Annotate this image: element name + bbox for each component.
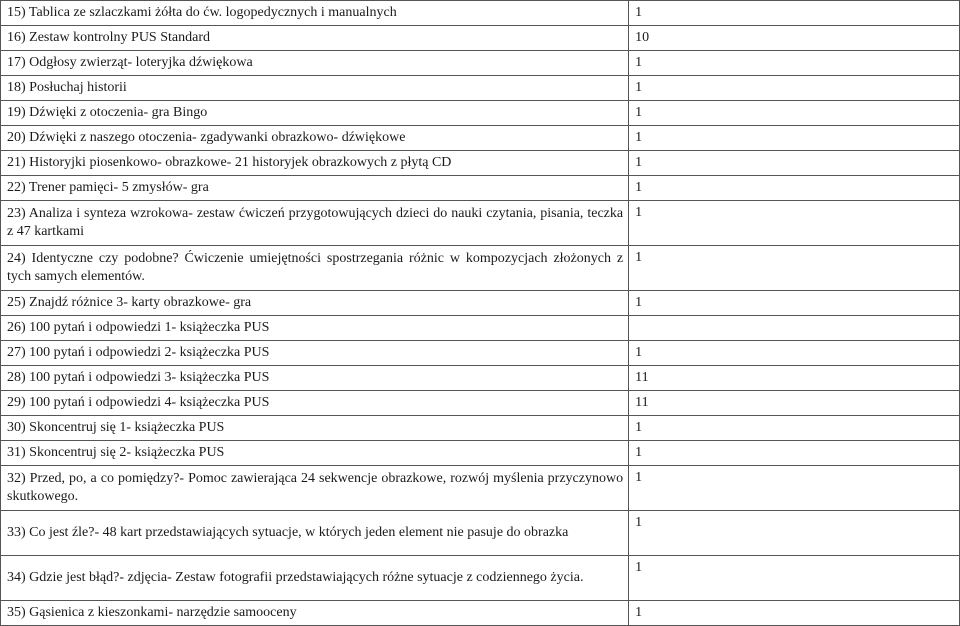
item-quantity: 1	[629, 246, 960, 291]
item-quantity	[629, 316, 960, 341]
item-quantity: 1	[629, 1, 960, 26]
table-row	[1, 126, 960, 151]
item-name: 19) Dźwięki z otoczenia- gra Bingo	[1, 101, 629, 126]
item-name: 20) Dźwięki z naszego otoczenia- zgadywanki obrazkowo- dźwiękowe	[1, 126, 629, 151]
item-name: 26) 100 pytań i odpowiedzi 1- książeczka PUS	[1, 316, 629, 341]
item-quantity: 1	[629, 601, 960, 626]
table-row	[1, 441, 960, 466]
table-row	[1, 366, 960, 391]
table-row	[1, 151, 960, 176]
table-row	[1, 51, 960, 76]
table-row	[1, 391, 960, 416]
item-name: 28) 100 pytań i odpowiedzi 3- książeczka PUS	[1, 366, 629, 391]
item-quantity: 1	[629, 416, 960, 441]
item-quantity: 1	[629, 291, 960, 316]
item-name: 23) Analiza i synteza wzrokowa- zestaw ćwiczeń przygotowujących dzieci do nauki czytania, pisania, teczka z 47 kartkami	[1, 201, 629, 246]
table-row	[1, 341, 960, 366]
item-name: 22) Trener pamięci- 5 zmysłów- gra	[1, 176, 629, 201]
item-name: 30) Skoncentruj się 1- książeczka PUS	[1, 416, 629, 441]
item-quantity: 1	[629, 101, 960, 126]
item-quantity: 1	[629, 201, 960, 246]
item-name: 29) 100 pytań i odpowiedzi 4- książeczka PUS	[1, 391, 629, 416]
item-quantity: 1	[629, 466, 960, 511]
item-name: 17) Odgłosy zwierząt- loteryjka dźwiękowa	[1, 51, 629, 76]
table-row	[1, 556, 960, 601]
item-quantity: 1	[629, 76, 960, 101]
item-name: 31) Skoncentruj się 2- książeczka PUS	[1, 441, 629, 466]
item-name: 21) Historyjki piosenkowo- obrazkowe- 21 historyjek obrazkowych z płytą CD	[1, 151, 629, 176]
item-quantity: 1	[629, 51, 960, 76]
table-row	[1, 466, 960, 511]
item-name: 34) Gdzie jest błąd?- zdjęcia- Zestaw fotografii przedstawiających różne sytuacje z codziennego życia.	[1, 556, 629, 601]
table-row	[1, 291, 960, 316]
table-row	[1, 101, 960, 126]
item-name: 35) Gąsienica z kieszonkami- narzędzie samooceny	[1, 601, 629, 626]
table-row	[1, 511, 960, 556]
item-name: 27) 100 pytań i odpowiedzi 2- książeczka PUS	[1, 341, 629, 366]
item-name: 33) Co jest źle?- 48 kart przedstawiających sytuacje, w których jeden element nie pasuje do obrazka	[1, 511, 629, 556]
item-name: 16) Zestaw kontrolny PUS Standard	[1, 26, 629, 51]
item-quantity: 1	[629, 151, 960, 176]
table-row	[1, 201, 960, 246]
item-name: 32) Przed, po, a co pomiędzy?- Pomoc zawierająca 24 sekwencje obrazkowe, rozwój myślenia przyczynowo skutkowego.	[1, 466, 629, 511]
item-name: 18) Posłuchaj historii	[1, 76, 629, 101]
table-row	[1, 176, 960, 201]
item-name: 15) Tablica ze szlaczkami żółta do ćw. logopedycznych i manualnych	[1, 1, 629, 26]
table-row	[1, 416, 960, 441]
item-name: 25) Znajdź różnice 3- karty obrazkowe- gra	[1, 291, 629, 316]
table-row	[1, 26, 960, 51]
item-quantity: 1	[629, 441, 960, 466]
item-quantity: 1	[629, 341, 960, 366]
item-name: 24) Identyczne czy podobne? Ćwiczenie umiejętności spostrzegania różnic w kompozycjach złożonych z tych samych elementów.	[1, 246, 629, 291]
table-row	[1, 76, 960, 101]
item-quantity: 1	[629, 556, 960, 601]
table-row	[1, 246, 960, 291]
item-quantity: 10	[629, 26, 960, 51]
item-quantity: 1	[629, 126, 960, 151]
table-row	[1, 601, 960, 626]
item-quantity: 1	[629, 511, 960, 556]
table-row	[1, 316, 960, 341]
item-quantity: 1	[629, 176, 960, 201]
item-quantity: 11	[629, 391, 960, 416]
table-row	[1, 1, 960, 26]
item-quantity: 11	[629, 366, 960, 391]
